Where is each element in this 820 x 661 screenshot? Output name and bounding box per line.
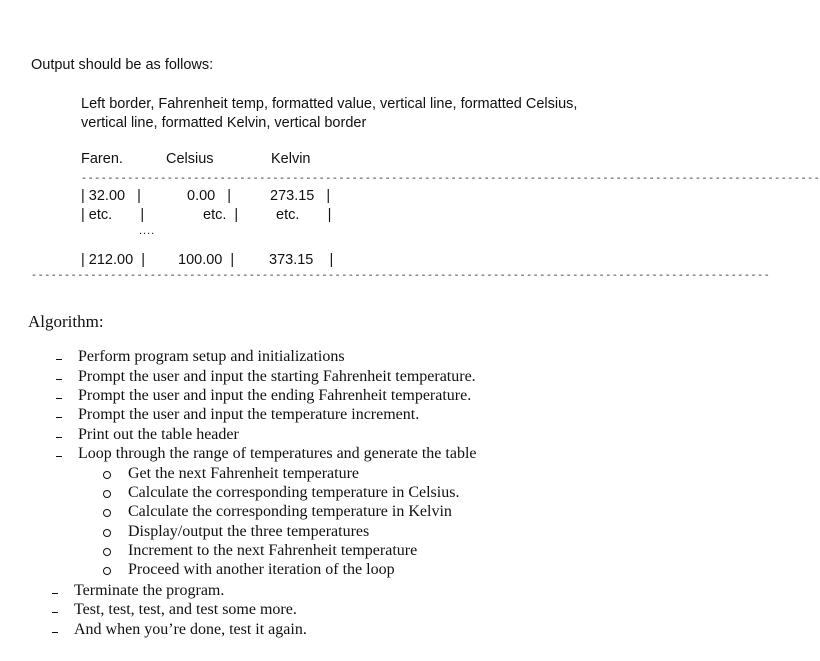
row-1-kelvin: 273.15 | bbox=[270, 188, 331, 204]
description-line-2: vertical line, formatted Kelvin, vertical border bbox=[81, 115, 367, 131]
dash-bullet bbox=[56, 359, 62, 360]
dash-bullet bbox=[52, 632, 58, 633]
dash-bullet bbox=[52, 612, 58, 613]
substep-3: Calculate the corresponding temperature in Kelvin bbox=[128, 503, 452, 520]
step-6: Loop through the range of temperatures and generate the table bbox=[78, 445, 477, 462]
step-2: Prompt the user and input the starting Fahrenheit temperature. bbox=[78, 368, 476, 385]
substep-5: Increment to the next Fahrenheit temperature bbox=[128, 542, 418, 559]
dash-bullet bbox=[56, 417, 62, 418]
algorithm-title: Algorithm: bbox=[28, 312, 104, 331]
dash-bullet bbox=[52, 593, 58, 594]
substep-6: Proceed with another iteration of the loop bbox=[128, 561, 395, 578]
step-1: Perform program setup and initializations bbox=[78, 348, 345, 365]
substep-4: Display/output the three temperatures bbox=[128, 523, 370, 540]
last-row-celsius: 100.00 | bbox=[178, 252, 235, 268]
circle-bullet bbox=[103, 490, 111, 498]
intro-text: Output should be as follows: bbox=[31, 57, 214, 73]
dash-bullet bbox=[56, 437, 62, 438]
last-row-kelvin: 373.15 | bbox=[269, 252, 334, 268]
header-kelvin: Kelvin bbox=[271, 151, 311, 167]
row-2-celsius: etc. | bbox=[203, 207, 239, 223]
step-4: Prompt the user and input the temperature increment. bbox=[78, 406, 420, 423]
last-row-faren: | 212.00 | bbox=[81, 252, 145, 268]
row-1-faren: | 32.00 | bbox=[81, 188, 141, 204]
step-5: Print out the table header bbox=[78, 426, 239, 443]
substep-2: Calculate the corresponding temperature in Celsius. bbox=[128, 484, 460, 501]
circle-bullet bbox=[103, 471, 111, 479]
substep-1: Get the next Fahrenheit temperature bbox=[128, 465, 360, 482]
row-1-celsius: 0.00 | bbox=[187, 188, 232, 204]
circle-bullet bbox=[103, 567, 111, 575]
dash-bullet bbox=[56, 398, 62, 399]
dash-bullet bbox=[56, 379, 62, 380]
circle-bullet bbox=[103, 509, 111, 517]
dash-bullet bbox=[56, 456, 62, 457]
row-2-faren: | etc. | bbox=[81, 207, 145, 223]
step-9: And when you’re done, test it again. bbox=[74, 621, 307, 638]
circle-bullet bbox=[103, 529, 111, 537]
row-2-kelvin: etc. | bbox=[276, 207, 332, 223]
step-7: Terminate the program. bbox=[74, 582, 225, 599]
step-8: Test, test, test, and test some more. bbox=[74, 601, 297, 618]
header-faren: Faren. bbox=[81, 151, 123, 167]
description-line-1: Left border, Fahrenheit temp, formatted value, vertical line, formatted Celsius, bbox=[81, 96, 578, 112]
table-bottom-divider: ---------------------------------------------------------------------------------------------------------------- bbox=[31, 271, 771, 282]
header-divider: ---------------------------------------------------------------------------------------------------------------- bbox=[81, 174, 820, 185]
header-celsius: Celsius bbox=[166, 151, 214, 167]
circle-bullet bbox=[103, 548, 111, 556]
ellipsis: .... bbox=[139, 225, 156, 237]
step-3: Prompt the user and input the ending Fahrenheit temperature. bbox=[78, 387, 472, 404]
